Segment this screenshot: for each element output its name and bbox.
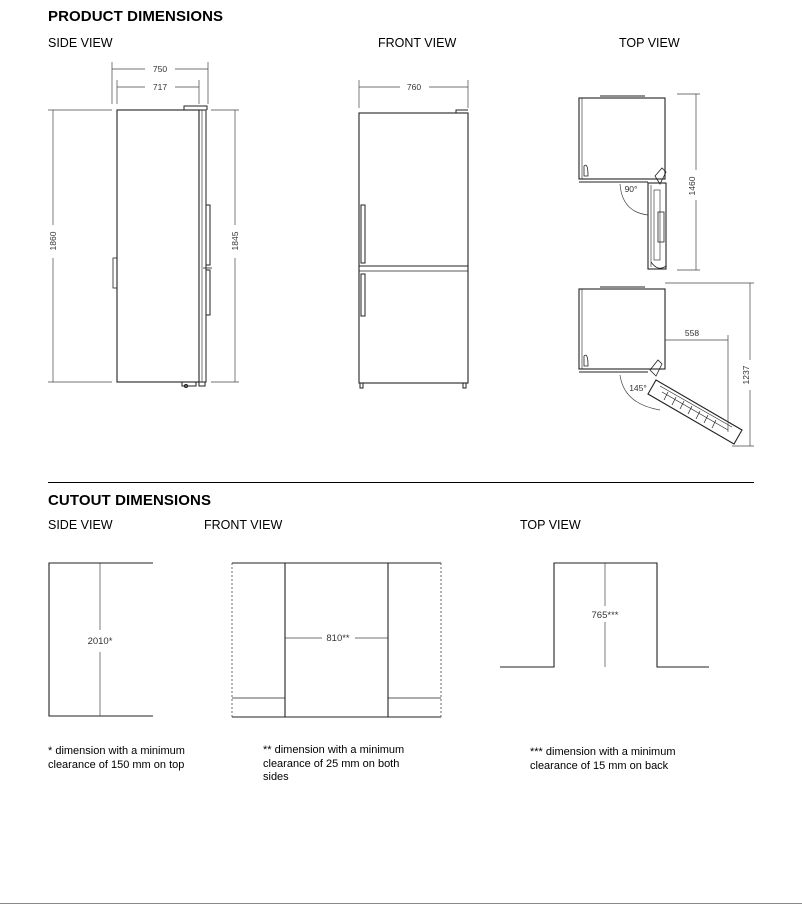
cutout-width-label: 810**	[326, 633, 350, 644]
cutout-dimensions-title: CUTOUT DIMENSIONS	[48, 492, 212, 509]
top-angle-90-label: 90°	[624, 184, 638, 194]
cutout-depth-label: 765***	[591, 610, 619, 621]
product-side-view-label: SIDE VIEW	[48, 36, 113, 50]
cutout-height-label: 2010*	[87, 636, 113, 647]
cutout-front-view-label: FRONT VIEW	[204, 518, 283, 532]
product-front-view-label: FRONT VIEW	[378, 36, 457, 50]
cutout-top-note: *** dimension with a minimum clearance of 15 mm on back	[530, 746, 676, 772]
top-view-145-drawing	[579, 287, 742, 444]
side-depth-overall-label: 750	[152, 64, 168, 74]
product-dimensions-title: PRODUCT DIMENSIONS	[48, 8, 224, 25]
side-height-body-label: 1845	[230, 231, 240, 251]
side-depth-body-label: 717	[152, 82, 168, 92]
cutout-top-view-label: TOP VIEW	[520, 518, 581, 532]
cutout-side-view-label: SIDE VIEW	[48, 518, 113, 532]
top-view-145-dimensions	[620, 283, 754, 446]
side-height-overall-label: 1860	[48, 231, 58, 251]
top-depth-145-label: 1237	[741, 365, 751, 385]
product-side-view-drawing	[113, 106, 212, 388]
front-width-label: 760	[406, 82, 422, 92]
top-depth-90-label: 1460	[687, 176, 697, 196]
top-angle-145-label: 145°	[629, 383, 647, 393]
product-top-view-label: TOP VIEW	[619, 36, 680, 50]
cutout-front-note: ** dimension with a minimum clearance of 25 mm on both sides	[263, 744, 405, 783]
top-width-145-label: 558	[684, 328, 700, 338]
top-view-90-drawing	[579, 96, 666, 269]
cutout-side-note: * dimension with a minimum clearance of 150 mm on top	[48, 745, 185, 771]
product-front-view-drawing	[359, 110, 468, 388]
